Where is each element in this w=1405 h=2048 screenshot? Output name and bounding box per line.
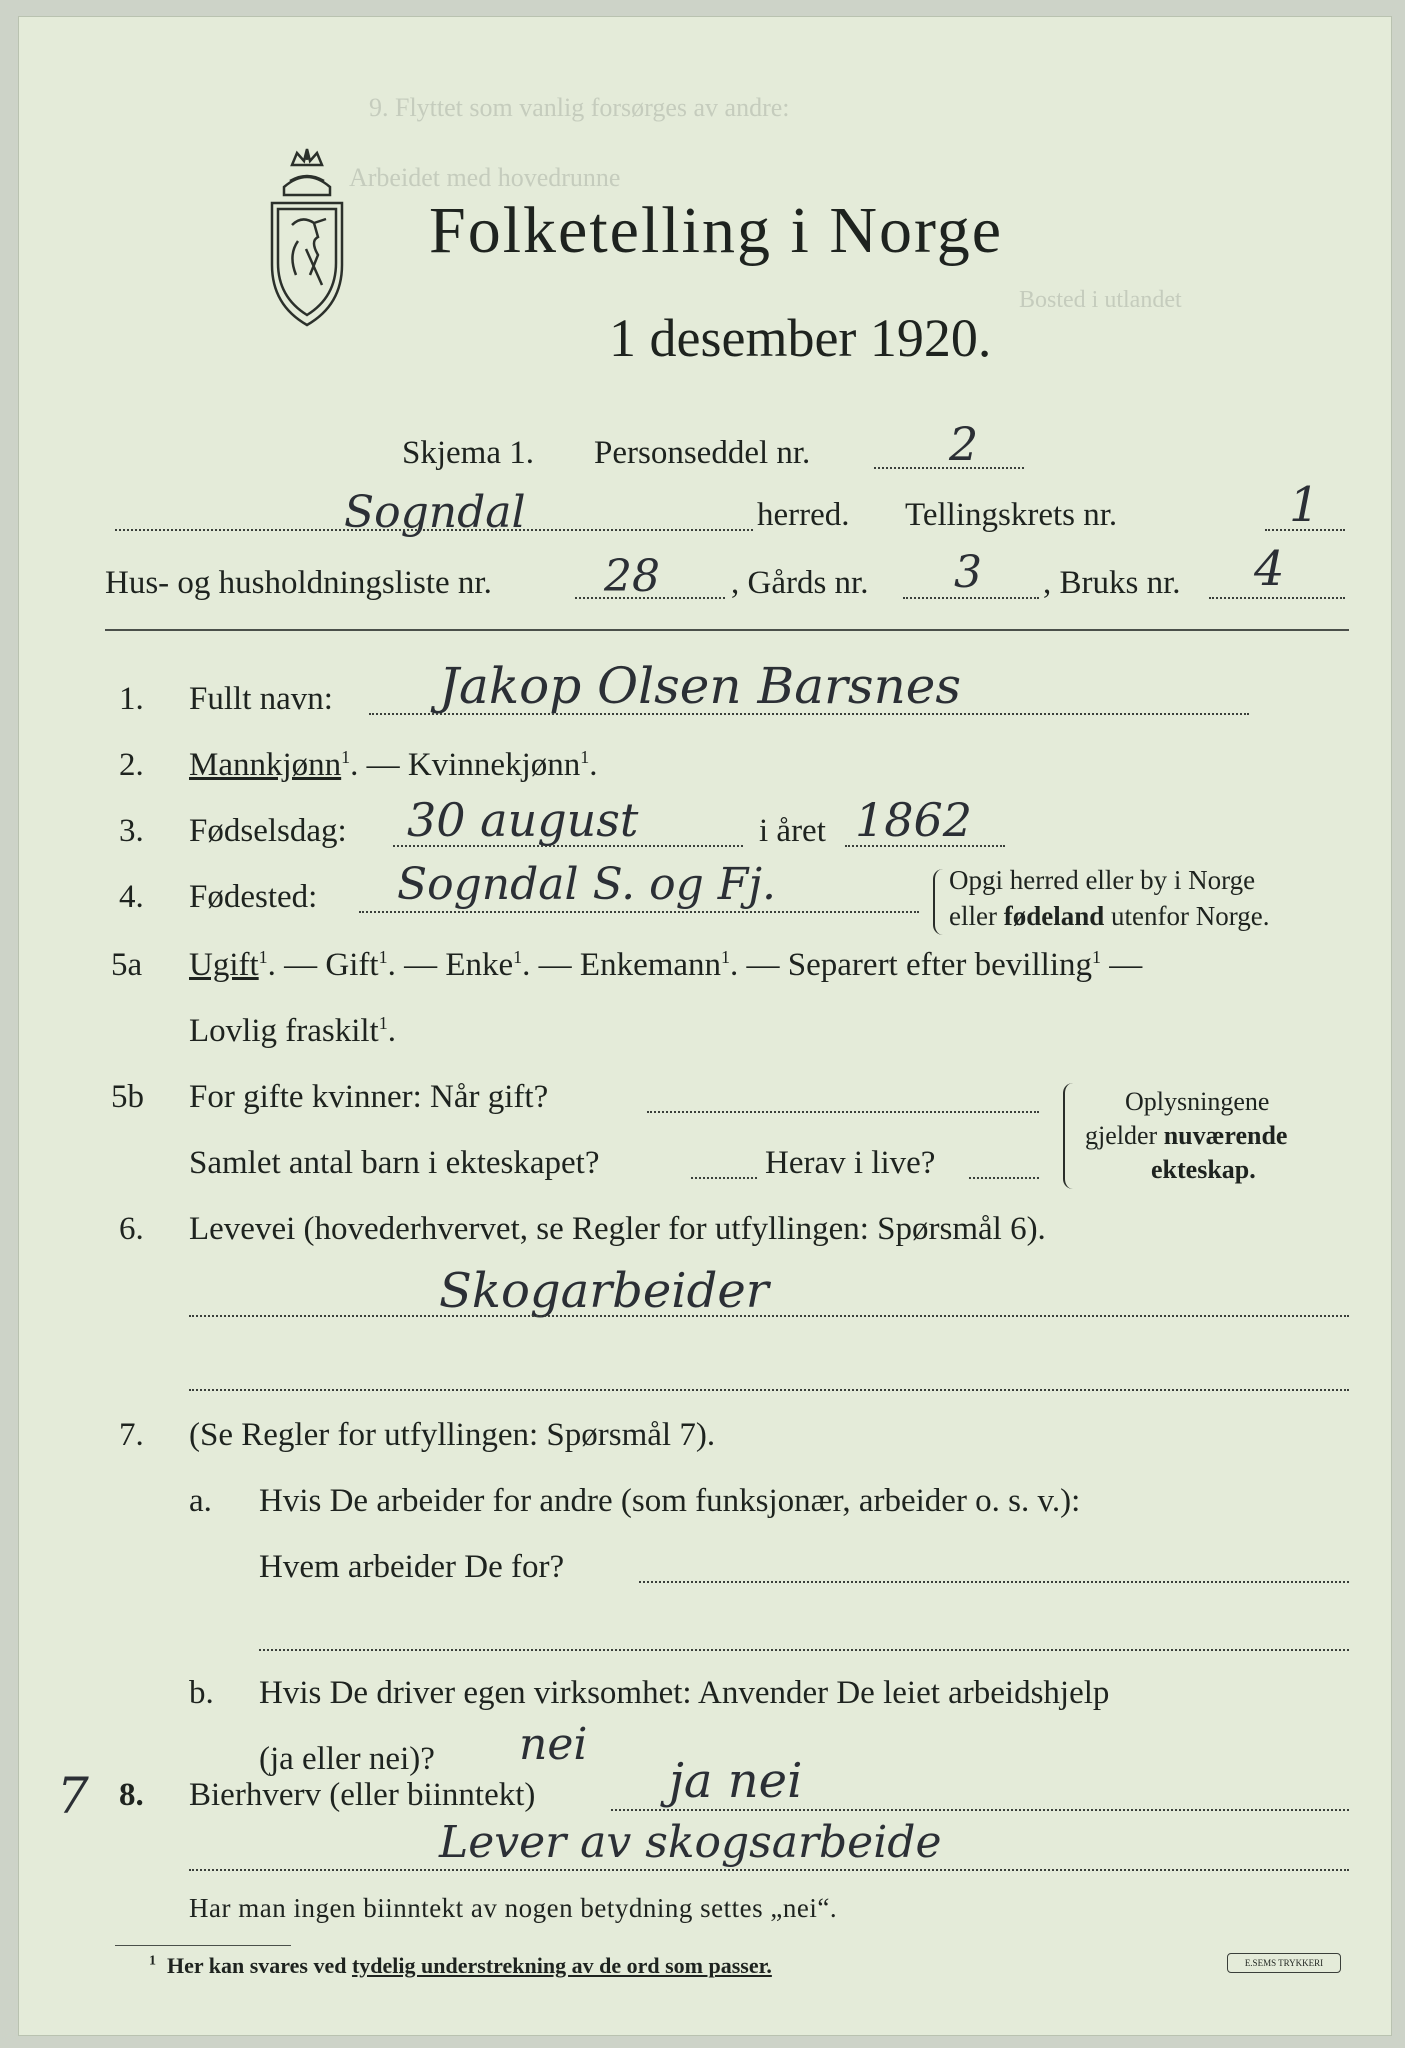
q8-line2 (189, 1869, 1349, 1871)
q6-line1 (189, 1315, 1349, 1317)
tellingskrets-label: Tellingskrets nr. (905, 497, 1118, 533)
husliste-value: 28 (604, 551, 660, 602)
full-name-value: Jakop Olsen Barsnes (439, 657, 962, 715)
q4-label: Fødested: (189, 879, 318, 915)
tellingskrets-value: 1 (1289, 477, 1320, 533)
margin-mark: 7 (57, 1767, 89, 1825)
q5b-line1: For gifte kvinner: Når gift? (189, 1079, 549, 1115)
marital-enke-option: Enke (445, 947, 514, 983)
q7a-letter: a. (189, 1483, 212, 1519)
q7b-line2: (ja eller nei)? (259, 1741, 435, 1777)
marital-fraskilt-option: Lovlig fraskilt$^1$. (189, 1013, 396, 1049)
census-date: 1 desember 1920. (609, 308, 992, 368)
q5b-note-line2: gjelder nuværende (1085, 1121, 1288, 1150)
q5b-number: 5b (111, 1079, 144, 1115)
secondary-income-note: Lever av skogsarbeide (439, 1817, 942, 1868)
herred-label: herred. (757, 497, 850, 533)
personseddel-label: Personseddel nr. (594, 435, 811, 471)
q4-note-line1: Opgi herred eller by i Norge (949, 865, 1256, 895)
q7a-line1: Hvis De arbeider for andre (som funksjonær, arbeider o. s. v.): (259, 1483, 1081, 1519)
schema-label: Skjema 1. (402, 435, 534, 471)
q3-number: 3. (119, 813, 144, 849)
q2-number: 2. (119, 747, 144, 783)
marital-separert-option: Separert efter bevilling (787, 947, 1092, 983)
gards-value: 3 (954, 547, 982, 598)
q5b-alive-line (969, 1177, 1039, 1179)
bruks-line (1209, 597, 1345, 599)
husliste-label: Hus- og husholdningsliste nr. (105, 565, 492, 601)
marital-ugift-option: Ugift (189, 947, 259, 983)
q5a-number: 5a (111, 947, 143, 983)
footer-note: Har man ingen biinntekt av nogen betydning settes „nei“. (189, 1893, 838, 1923)
bleed-through-text: Arbeidet med hovedrunne (349, 163, 621, 192)
bleed-through-text: 9. Flyttet som vanlig forsørges av andre: (369, 93, 790, 122)
gards-label: , Gårds nr. (731, 565, 869, 601)
brace (933, 869, 945, 935)
secondary-income-value: ja nei (669, 1753, 803, 1809)
q7a-extra-line (259, 1649, 1349, 1651)
q3-label: Fødselsdag: (189, 813, 347, 849)
census-form (18, 16, 1392, 2036)
marital-enkemann-option: Enkemann (579, 947, 722, 983)
bleed-through-text: Bosted i utlandet (1019, 287, 1182, 313)
norway-coat-of-arms-icon (262, 145, 352, 335)
form-title: Folketelling i Norge (429, 194, 1004, 267)
printer-stamp: E.SEMS TRYKKERI (1227, 1953, 1341, 1973)
q5b-note-line3: ekteskap. (1151, 1155, 1256, 1184)
q5b-note-line1: Oplysningene (1125, 1087, 1270, 1116)
q8-label: Bierhverv (eller biinntekt) (189, 1777, 536, 1813)
q7b-letter: b. (189, 1675, 214, 1711)
q1-label: Fullt navn: (189, 681, 333, 717)
section-divider (105, 629, 1349, 631)
bruks-value: 4 (1254, 541, 1285, 597)
personseddel-value: 2 (949, 417, 979, 471)
sex-female-option: Kvinnekjønn (407, 747, 581, 783)
q1-number: 1. (119, 681, 144, 717)
q7-number: 7. (119, 1417, 144, 1453)
q5b-alive-label: Herav i live? (765, 1145, 936, 1181)
footnote: $^1$ Her kan svares ved tydelig understrekning av de ord som passer. (149, 1953, 772, 1978)
q7a-line (639, 1581, 1349, 1583)
occupation-value: Skogarbeider (439, 1263, 769, 1319)
sex-male-option: Mannkjønn (189, 747, 342, 783)
q6-line2 (189, 1389, 1349, 1391)
birthplace-value: Sogndal S. og Fj. (397, 859, 776, 910)
marital-gift-option: Gift (325, 947, 379, 983)
q5b-children-label: Samlet antal barn i ekteskapet? (189, 1145, 600, 1181)
q4-number: 4. (119, 879, 144, 915)
bruks-label: , Bruks nr. (1043, 565, 1181, 601)
q3-year-label: i året (759, 813, 826, 849)
q8-line1 (611, 1809, 1349, 1811)
sex-options: Mannkjønn$^1$. — Kvinnekjønn$^1$. (189, 747, 598, 783)
footnote-divider (115, 1945, 291, 1946)
q4-note-line2: eller fødeland utenfor Norge. (949, 901, 1270, 931)
hires-help-value: nei (519, 1719, 588, 1770)
q6-label: Levevei (hovederhvervet, se Regler for utfyllingen: Spørsmål 6). (189, 1211, 1046, 1247)
birthday-value: 30 august (407, 793, 639, 847)
q8-number: 8. (119, 1777, 144, 1813)
birth-year-value: 1862 (855, 793, 973, 847)
q5b-married-line (647, 1111, 1039, 1113)
q7-label: (Se Regler for utfyllingen: Spørsmål 7). (189, 1417, 716, 1453)
q7a-line2: Hvem arbeider De for? (259, 1549, 565, 1585)
herred-value: Sogndal (344, 487, 526, 538)
q6-number: 6. (119, 1211, 144, 1247)
q4-line (359, 911, 919, 913)
q5b-children-line (691, 1177, 757, 1179)
q7b-line1: Hvis De driver egen virksomhet: Anvender De leiet arbeidshjelp (259, 1675, 1110, 1711)
marital-status-options: Ugift$^1$. — Gift$^1$. — Enke$^1$. — Enkemann$^1$. — Separert efter bevilling$^1$ — (189, 947, 1143, 983)
brace (1063, 1083, 1079, 1189)
